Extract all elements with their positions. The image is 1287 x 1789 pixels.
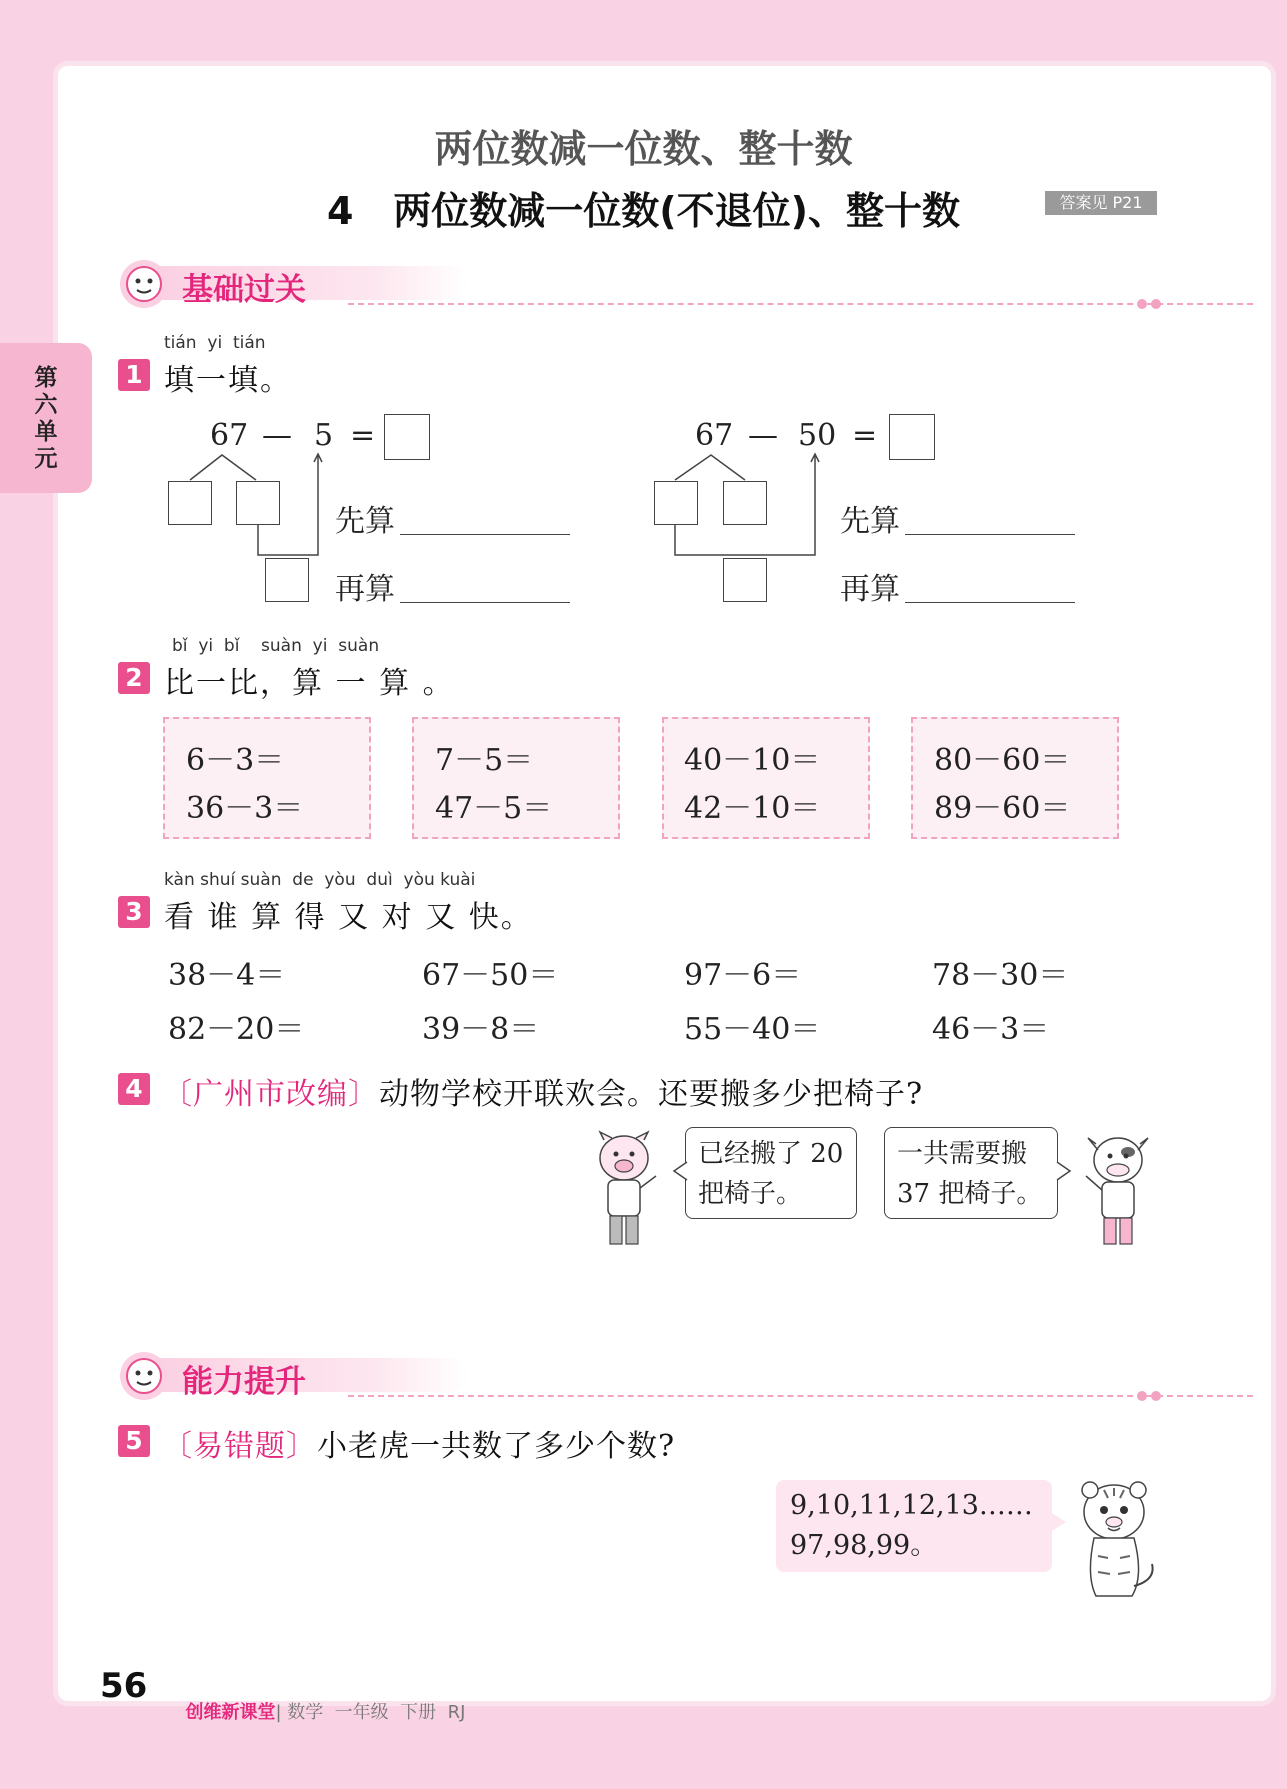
q4-bubble-right-line1: 一共需要搬 <box>897 1139 1028 1169</box>
q3-pinyin: kàn shuí suàn de yòu duì yòu kuài <box>164 870 476 890</box>
q1-left-box-tens[interactable] <box>168 481 212 525</box>
footer-brand: 创维新课堂 <box>185 1702 276 1723</box>
q3-r2-c2: 39－8＝ <box>422 1012 540 1047</box>
q4-bubble-left-line1: 已经搬了 20 <box>698 1139 844 1169</box>
dots-decoration-icon <box>1134 292 1164 312</box>
q1-right-b: 50 <box>798 418 837 453</box>
q1-left-op: — <box>262 418 292 453</box>
section-basic-header <box>118 258 1163 308</box>
q5-text <box>162 1421 675 1465</box>
q4-prompt: 动物学校开联欢会。还要搬多少把椅子? <box>379 1077 924 1112</box>
q1-left-box-ones[interactable] <box>236 481 280 525</box>
q1-left-eq: = <box>350 418 376 453</box>
q1-left-then-label: 再算 <box>335 572 395 607</box>
q3-r1-c3: 97－6＝ <box>684 958 802 993</box>
q2-g2-line2: 47－5＝ <box>435 791 553 826</box>
q2-g1-line1: 6－3＝ <box>186 743 285 778</box>
lesson-name: 两位数减一位数(不退位)、整十数 <box>393 189 960 233</box>
q1-left-result-box[interactable] <box>384 414 430 460</box>
page-number: 56 <box>100 1666 148 1706</box>
q2-pinyin: bǐ yi bǐ suàn yi suàn <box>172 636 380 656</box>
chapter-title: 两位数减一位数、整十数 <box>434 127 853 171</box>
q5-bubble-tail <box>1050 1510 1068 1534</box>
q5-tag: 〔易错题〕 <box>162 1429 317 1464</box>
q1-prompt: 填一填。 <box>164 363 292 398</box>
q4-bubble-right <box>884 1127 1058 1219</box>
q5-number: 5 <box>118 1425 150 1457</box>
q3-r2-c4: 46－3＝ <box>932 1012 1050 1047</box>
q1-left-box-then[interactable] <box>265 558 309 602</box>
unit-tab <box>0 343 92 493</box>
q2-g4-line1: 80－60＝ <box>934 743 1071 778</box>
q4-bubble-right-line2: 37 把椅子。 <box>897 1179 1043 1209</box>
q5-prompt: 小老虎一共数了多少个数? <box>317 1429 676 1464</box>
q4-tag: 〔广州市改编〕 <box>162 1077 379 1112</box>
q4-text <box>162 1069 923 1113</box>
q3-r2-c1: 82－20＝ <box>168 1012 305 1047</box>
q1-right-box-tens[interactable] <box>654 481 698 525</box>
pig-character-icon <box>588 1130 663 1255</box>
q3-r1-c1: 38－4＝ <box>168 958 286 993</box>
q1-right-box-then[interactable] <box>723 558 767 602</box>
q2-g3-line2: 42－10＝ <box>684 791 821 826</box>
q2-number: 2 <box>118 662 150 694</box>
q3-r2-c3: 55－40＝ <box>684 1012 821 1047</box>
section-divider <box>348 303 1253 305</box>
q2-prompt: 比一比，算 一 算 。 <box>164 666 455 701</box>
q1-right-first-label: 先算 <box>840 504 900 539</box>
q1-left-a: 67 <box>210 418 249 453</box>
q1-left-first-label: 先算 <box>335 504 395 539</box>
section-basic-title: 基础过关 <box>182 272 306 308</box>
q3-prompt: 看 谁 算 得 又 对 又 快。 <box>164 900 533 935</box>
q4-bubble-left <box>685 1127 857 1219</box>
q3-r1-c4: 78－30＝ <box>932 958 1069 993</box>
mascot-face-icon <box>118 1350 170 1402</box>
q1-right-eq: = <box>852 418 878 453</box>
q1-left-then-blank[interactable] <box>400 602 570 603</box>
q1-right-op: — <box>748 418 778 453</box>
section-advanced-title: 能力提升 <box>182 1364 306 1400</box>
q5-bubble-line1: 9,10,11,12,13…… <box>790 1490 1033 1521</box>
unit-tab-label: 第六单元 <box>34 365 58 472</box>
footer-info <box>174 1677 465 1724</box>
q1-pinyin: tián yi tián <box>164 333 266 353</box>
q2-g1-line2: 36－3＝ <box>186 791 304 826</box>
q5-bubble-line2: 97,98,99。 <box>790 1530 938 1561</box>
q1-number: 1 <box>118 359 150 391</box>
q4-number: 4 <box>118 1073 150 1105</box>
dots-decoration-icon <box>1134 1384 1164 1404</box>
q4-bubble-right-tail <box>1056 1160 1072 1182</box>
q4-bubble-left-line2: 把椅子。 <box>698 1179 803 1209</box>
lesson-number: 4 <box>327 189 354 233</box>
q5-bubble <box>776 1480 1052 1572</box>
section-advanced-header <box>118 1350 1163 1400</box>
answer-ref-badge: 答案见 P21 <box>1045 191 1157 215</box>
q1-left-b: 5 <box>314 418 334 453</box>
tiger-character-icon <box>1068 1476 1163 1602</box>
q2-g3-line1: 40－10＝ <box>684 743 821 778</box>
q3-number: 3 <box>118 896 150 928</box>
q1-right-then-blank[interactable] <box>905 602 1075 603</box>
footer-details: | 数学 一年级 下册 RJ <box>275 1702 466 1723</box>
mascot-face-icon <box>118 258 170 310</box>
q1-right-then-label: 再算 <box>840 572 900 607</box>
q2-g2-line1: 7－5＝ <box>435 743 534 778</box>
q4-bubble-left-tail <box>672 1160 688 1182</box>
q1-right-box-ones[interactable] <box>723 481 767 525</box>
cow-character-icon <box>1078 1130 1158 1255</box>
q3-r1-c2: 67－50＝ <box>422 958 559 993</box>
q1-right-result-box[interactable] <box>889 414 935 460</box>
q1-right-first-blank[interactable] <box>905 534 1075 535</box>
section-divider <box>348 1395 1253 1397</box>
q1-right-a: 67 <box>695 418 734 453</box>
q1-left-first-blank[interactable] <box>400 534 570 535</box>
q2-g4-line2: 89－60＝ <box>934 791 1071 826</box>
